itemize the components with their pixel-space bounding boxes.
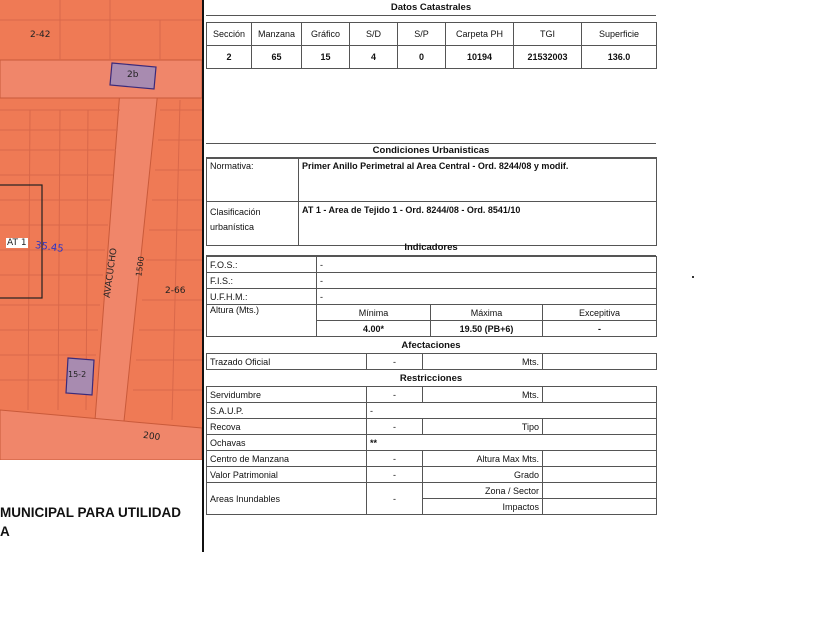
recova-unit: Tipo xyxy=(423,419,543,435)
areas-label: Areas Inundables xyxy=(207,483,367,515)
indicador-label: U.F.H.M.: xyxy=(207,289,317,305)
centro-value: - xyxy=(367,451,423,467)
indicadores-table xyxy=(206,256,657,337)
areas-unit-zona: Zona / Sector xyxy=(423,483,543,499)
altura-col-max: Máxima xyxy=(431,305,543,321)
indicador-value: - xyxy=(317,273,657,289)
normativa-label: Normativa: xyxy=(207,158,299,202)
clasificacion-label xyxy=(207,202,299,246)
altura-exc-value: - xyxy=(543,321,657,337)
recova-value: - xyxy=(367,419,423,435)
datos-header: Sección xyxy=(207,23,252,46)
map-label-street-number: 1500 xyxy=(134,255,147,278)
altura-min-value: 4.00* xyxy=(317,321,431,337)
areas-value: - xyxy=(367,483,423,515)
ochavas-label: Ochavas xyxy=(207,435,367,451)
trazado-input xyxy=(543,354,657,370)
section-title-datos: Datos Catastrales xyxy=(206,1,656,16)
trazado-value: - xyxy=(367,354,423,370)
clasificacion-label-line: urbanística xyxy=(210,222,255,232)
condiciones-table xyxy=(206,157,657,246)
datos-value: 4 xyxy=(350,46,398,69)
section-title-restricciones: Restricciones xyxy=(206,372,656,387)
altura-label: Altura (Mts.) xyxy=(207,305,317,337)
servidumbre-label: Servidumbre xyxy=(207,387,367,403)
saup-label: S.A.U.P. xyxy=(207,403,367,419)
footer-title xyxy=(0,503,200,541)
altura-col-min: Mínima xyxy=(317,305,431,321)
areas-extra xyxy=(543,483,657,499)
datos-value: 15 xyxy=(302,46,350,69)
trazado-label: Trazado Oficial xyxy=(207,354,367,370)
datos-value: 136.0 xyxy=(582,46,657,69)
section-title-indicadores: Indicadores xyxy=(206,241,656,256)
section-title-afectaciones: Afectaciones xyxy=(206,339,656,354)
datos-value: 2 xyxy=(207,46,252,69)
indicador-value: - xyxy=(317,257,657,273)
clasificacion-value: AT 1 - Area de Tejido 1 - Ord. 8244/08 - Ord. 8541/10 xyxy=(299,202,657,246)
datos-header: S/P xyxy=(398,23,446,46)
afectaciones-table xyxy=(206,353,657,370)
clasificacion-label-line: Clasificación xyxy=(210,207,261,217)
datos-header: Superficie xyxy=(582,23,657,46)
map-label-parcel: 2b xyxy=(127,70,139,80)
indicador-label: F.O.S.: xyxy=(207,257,317,273)
saup-value: - xyxy=(367,403,657,419)
servidumbre-unit: Mts. xyxy=(423,387,543,403)
map-label-zone-value: 35.45 xyxy=(34,240,65,255)
divider xyxy=(202,0,204,552)
map-drawing xyxy=(0,0,202,460)
stray-dot xyxy=(692,276,694,278)
section-title-condiciones: Condiciones Urbanisticas xyxy=(206,143,656,159)
footer-line: MUNICIPAL PARA UTILIDAD xyxy=(0,505,181,520)
areas-unit-impactos: Impactos xyxy=(423,499,543,515)
servidumbre-value: - xyxy=(367,387,423,403)
recova-extra xyxy=(543,419,657,435)
altura-max-value: 19.50 (PB+6) xyxy=(431,321,543,337)
restricciones-table xyxy=(206,386,657,515)
indicador-label: F.I.S.: xyxy=(207,273,317,289)
datos-table xyxy=(206,22,657,69)
trazado-unit: Mts. xyxy=(423,354,543,370)
altura-col-exc: Excepitiva xyxy=(543,305,657,321)
indicador-value: - xyxy=(317,289,657,305)
datos-header: Gráfico xyxy=(302,23,350,46)
valor-unit: Grado xyxy=(423,467,543,483)
valor-value: - xyxy=(367,467,423,483)
normativa-value: Primer Anillo Perimetral al Area Central - Ord. 8244/08 y modif. xyxy=(299,158,657,202)
datos-header: Manzana xyxy=(252,23,302,46)
datos-value: 65 xyxy=(252,46,302,69)
areas-extra xyxy=(543,499,657,515)
centro-unit: Altura Max Mts. xyxy=(423,451,543,467)
map-label-block: 2-42 xyxy=(30,30,51,40)
datos-value: 21532003 xyxy=(514,46,582,69)
datos-value: 10194 xyxy=(446,46,514,69)
map-label-street-name: AVACUCHO xyxy=(102,247,120,299)
centro-extra xyxy=(543,451,657,467)
map-label-block: 2-66 xyxy=(165,286,186,296)
datos-header: Carpeta PH xyxy=(446,23,514,46)
cadastral-map[interactable] xyxy=(0,0,202,460)
servidumbre-extra xyxy=(543,387,657,403)
centro-label: Centro de Manzana xyxy=(207,451,367,467)
valor-label: Valor Patrimonial xyxy=(207,467,367,483)
valor-extra xyxy=(543,467,657,483)
footer-line: A xyxy=(0,524,10,539)
recova-label: Recova xyxy=(207,419,367,435)
datos-header: TGI xyxy=(514,23,582,46)
map-label-parcel: 15-2 xyxy=(68,370,87,379)
map-label-zone: AT 1 xyxy=(7,238,27,248)
map-label-number: 200 xyxy=(142,430,161,444)
datos-value: 0 xyxy=(398,46,446,69)
datos-header: S/D xyxy=(350,23,398,46)
ochavas-value: ** xyxy=(367,435,657,451)
